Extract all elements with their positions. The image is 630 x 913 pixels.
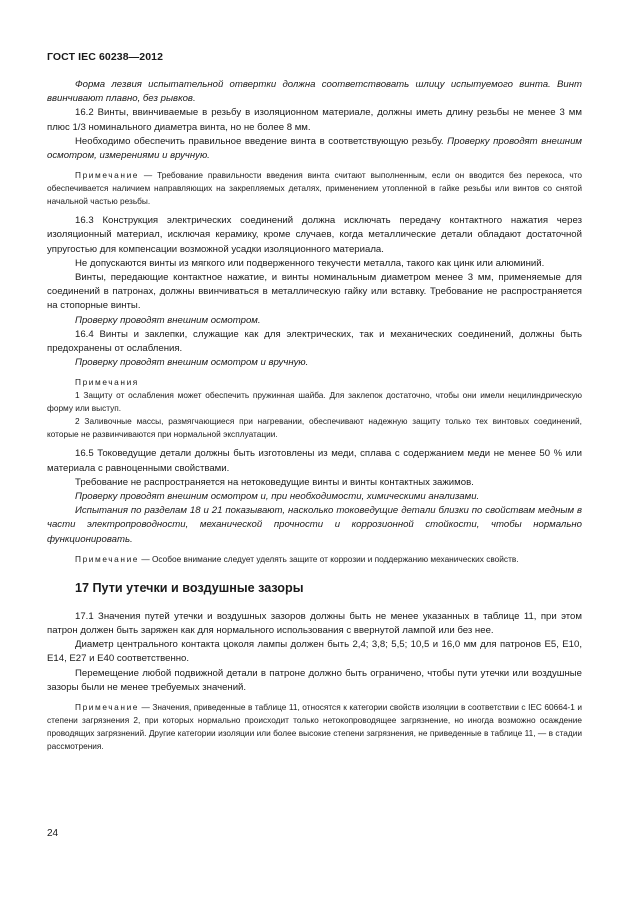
- note-1-text: — Требование правильности введения винта считают выполненным, если он вводится без перекоса, что обеспечивается наличием направляющих на закрепляемых деталях, применением утопленной в гайке резьбы или винтов со снятой начальной частью резьбы.: [47, 170, 582, 207]
- check-method-text: Проверку проводят внешним осмотром, измерениями и вручную.: [47, 135, 583, 162]
- notes-2-item-2: 2 Заливочные массы, размягчающиеся при нагревании, обеспечивают надежную защиту только тех винтовых соединений, которые не развинчиваются при нормальной эксплуатации.: [47, 416, 582, 440]
- paragraph-non-current-screws: Требование не распространяется на нетоковедущие винты и винты контактных зажимов.: [75, 476, 474, 488]
- paragraph-contact-screws: Винты, передающие контактное нажатие, и винты номинальным диаметром менее 3 мм, применяемые для соединений в патронах, должны ввинчиваться в металлическую гайку или вставку. Требование не распространяется на стопорные винты.: [47, 272, 582, 312]
- paragraph-contact-diameter: Диаметр центрального контакта цоколя лампы должен быть 2,4; 3,8; 5,5; 10,5 и 16,0 мм для патронов E5, E10, E14, E27 и E40 соответственно.: [47, 639, 582, 665]
- paragraph-16-4: 16.4 Винты и заклепки, служащие как для электрических, так и механических соединений, должны быть предохранены от ослабления.: [47, 328, 582, 355]
- paragraph-tests-18-21: Испытания по разделам 18 и 21 показывают, насколько токоведущие детали близки по свойствам медным в части электропроводности, механической прочности и коррозионной стойкости, чтобы нормально функционировать.: [47, 505, 582, 545]
- paragraph-screwdriver-blade: Форма лезвия испытательной отвертки должна соответствовать шлицу испытуемого винта. Винт ввинчивают плавно, без рывков.: [47, 79, 582, 105]
- paragraph-moving-parts: Перемещение любой подвижной детали в патроне должно быть ограничено, чтобы пути утечки или воздушные зазоры были не менее требуемых значений.: [47, 667, 582, 693]
- note-3-text: — Особое внимание следует уделять защите от коррозии и поддержанию механических свойств.: [139, 553, 519, 564]
- paragraph-17-1: 17.1 Значения путей утечки и воздушных зазоров должны быть не менее указанных в таблице 11, при этом патрон должен быть заряжен как для нормального использования с ввернутой лампой или без нее.: [47, 610, 582, 637]
- document-body: [47, 78, 582, 753]
- paragraph-soft-metal: Не допускаются винты из мягкого или подверженного текучести металла, такого как цинк или алюминий.: [75, 257, 545, 269]
- page-number: 24: [47, 828, 59, 839]
- note-1: [47, 169, 582, 208]
- paragraph-check-visual-manual: Проверку проводят внешним осмотром и вручную.: [75, 357, 309, 369]
- paragraph-16-3: 16.3 Конструкция электрических соединений должна исключать передачу контактного нажатия через изоляционный материал, исключая керамику, кроме случаев, когда металлические детали обладают достаточной упругостью для компенсации возможной усадки изоляционного материала.: [47, 215, 582, 255]
- note-4: [47, 701, 582, 753]
- paragraph-16-2: 16.2 Винты, ввинчиваемые в резьбу в изоляционном материале, должны иметь длину резьбы не менее 3 мм плюс 1/3 номинального диаметра винта, но не более 8 мм.: [47, 107, 582, 133]
- paragraph-16-5: 16.5 Токоведущие детали должны быть изготовлены из меди, сплава с содержанием меди не менее 50 % или материала с равноценными свойствами.: [47, 448, 582, 474]
- paragraph-check-visual: Проверку проводят внешним осмотром.: [75, 314, 261, 326]
- notes-2-item-1: 1 Защиту от ослабления может обеспечить пружинная шайба. Для заклепок достаточно, чтобы они имели нецилиндрическую форму или выступ.: [47, 390, 582, 414]
- paragraph-screw-insertion-text: Необходимо обеспечить правильное введение винта в соответствующую резьбу.: [75, 135, 448, 147]
- notes-2-label: Примечания: [75, 377, 139, 388]
- section-heading-17: 17 Пути утечки и воздушные зазоры: [75, 580, 304, 595]
- note-4-text: — Значения, приведенные в таблице 11, относятся к категории свойств изоляции в соответствии с IEC 60664-1 и степени загрязнения 2, при которых нормально происходит только нетокопроводящее загрязнение, но иногда возможно осаждение проводящих загрязнений. Другие категории изоляции или более высокие степени загрязнения, не приведенные в таблице 11, — в стадии рассмотрения.: [47, 702, 582, 752]
- document-header: ГОСТ IEC 60238—2012: [47, 51, 164, 63]
- note-3: [47, 553, 582, 566]
- paragraph-screw-insertion: [47, 135, 582, 163]
- paragraph-check-chemical: Проверку проводят внешним осмотром и, при необходимости, химическими анализами.: [75, 491, 480, 503]
- note-4-label: Примечание: [75, 702, 140, 713]
- note-3-label: Примечание: [75, 553, 140, 564]
- note-1-label: Примечание: [75, 170, 140, 181]
